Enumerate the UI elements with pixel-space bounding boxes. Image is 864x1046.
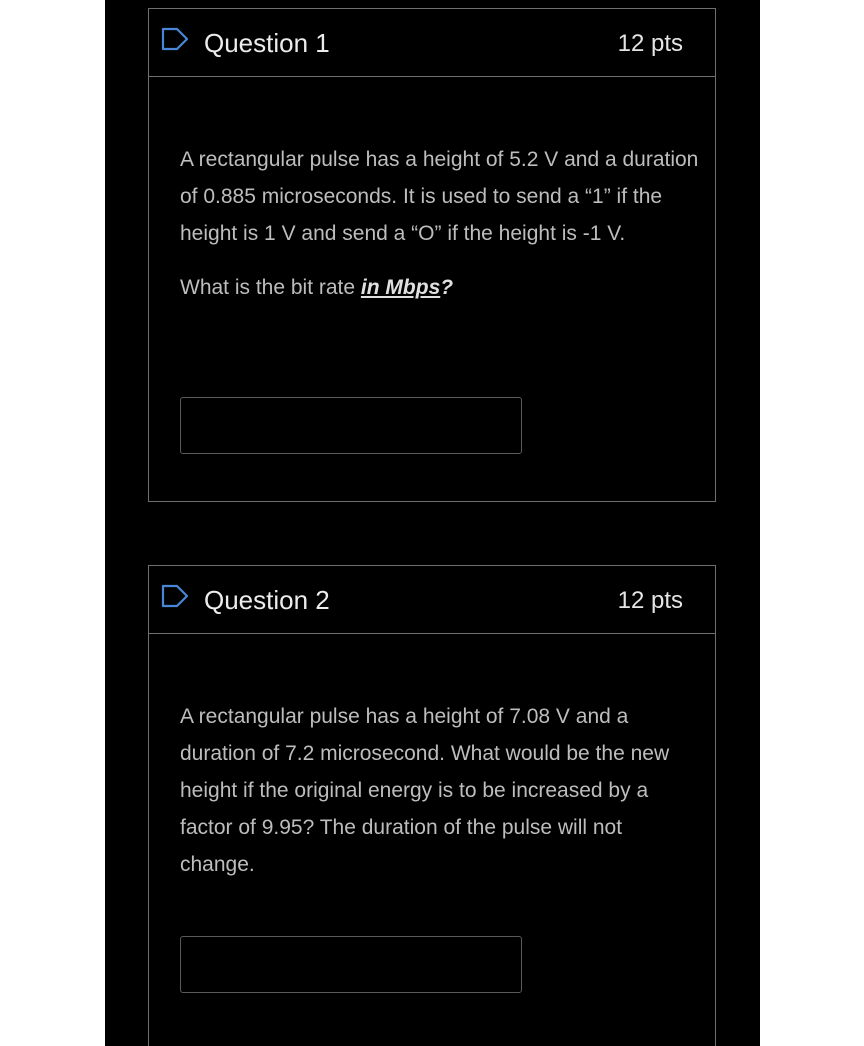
- prompt-text: What is the bit rate: [180, 276, 361, 299]
- question-2-header: [149, 566, 715, 634]
- question-1-header: [149, 9, 715, 77]
- flag-icon[interactable]: [160, 584, 190, 608]
- question-body: [180, 141, 700, 306]
- prompt-question-mark: ?: [440, 276, 454, 299]
- answer-input[interactable]: [180, 936, 522, 993]
- question-body: [180, 698, 700, 883]
- question-2: [148, 565, 716, 1046]
- question-1: [148, 8, 716, 502]
- question-prompt: [180, 269, 700, 306]
- question-title: Question 1: [204, 28, 330, 58]
- quiz-screen: [105, 0, 760, 1046]
- question-points: 12 pts: [617, 587, 683, 614]
- flag-icon[interactable]: [160, 27, 190, 51]
- question-text: A rectangular pulse has a height of 5.2 V and a duration of 0.885 microseconds. It is used to send a “1” if the height is 1 V and send a “O” if the height is -1 V.: [180, 148, 699, 245]
- question-title: Question 2: [204, 585, 330, 615]
- question-text: A rectangular pulse has a height of 7.08 V and a duration of 7.2 microsecond. What would be the new height if the original energy is to be increased by a factor of 9.95? The duration of the pulse will not change.: [180, 705, 670, 876]
- answer-input[interactable]: [180, 397, 522, 454]
- question-points: 12 pts: [617, 30, 683, 57]
- prompt-emphasis: in Mbps: [360, 276, 441, 299]
